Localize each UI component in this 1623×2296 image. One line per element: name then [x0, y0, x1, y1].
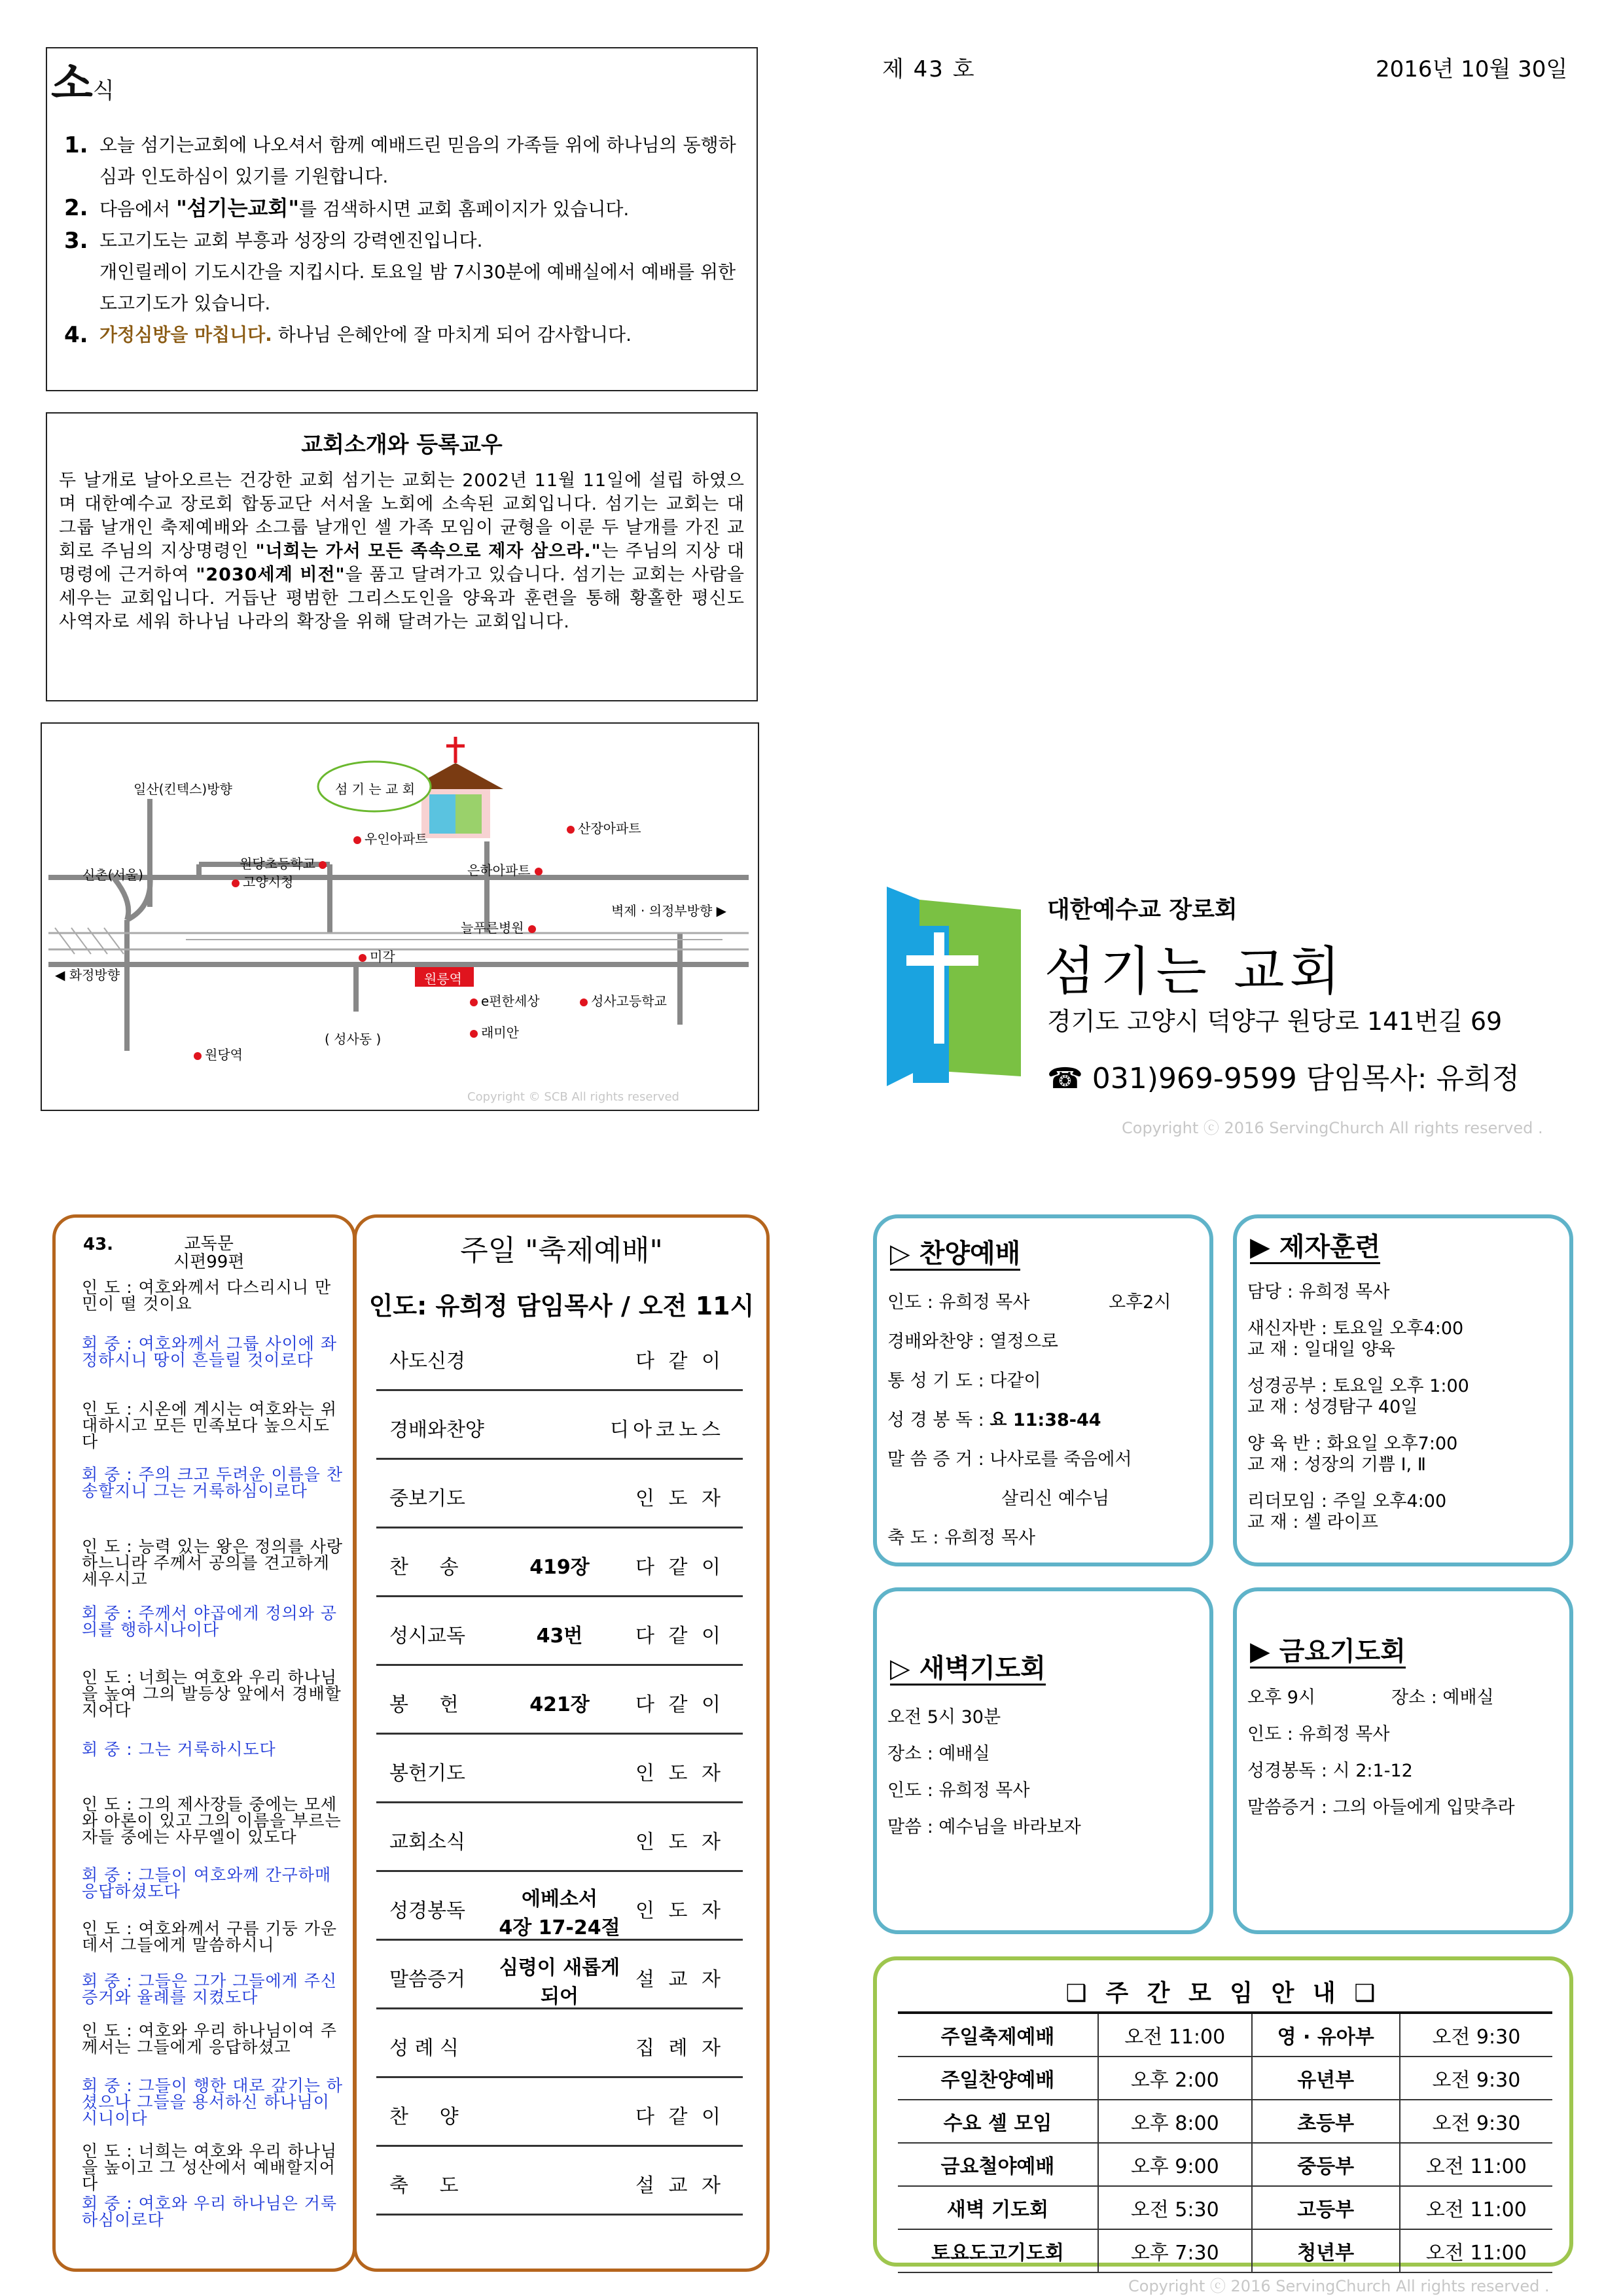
praise-line: 성 경 봉 독 : 요 11:38-44: [887, 1410, 1101, 1430]
discipleship-line: 교 재 : 일대일 양육: [1247, 1339, 1396, 1360]
schedule-meeting: 주일찬양예배: [898, 2057, 1098, 2100]
directions-map: [41, 722, 759, 1111]
intro-title: 교회소개와 등록교우: [301, 432, 503, 458]
worship-item: 봉 헌: [389, 1693, 459, 1716]
worship-item: 봉헌기도: [389, 1762, 465, 1785]
responsive-reading: [52, 1214, 356, 2272]
schedule-row: [898, 2057, 1552, 2100]
discipleship-title: ▶ 제자훈련: [1250, 1226, 1380, 1263]
worship-item: 중보기도: [389, 1487, 465, 1510]
schedule-time: 오후 7:30: [1098, 2229, 1252, 2272]
dawn-line: 인도 : 유희정 목사: [887, 1780, 1030, 1801]
schedule-row: [898, 2229, 1552, 2272]
schedule-time: 오전 9:30: [1400, 2057, 1552, 2100]
reading-number: 43.: [83, 1235, 114, 1254]
worship-detail: 심령이 새롭게 되어: [499, 1956, 620, 2008]
discipleship-line: 교 재 : 성경탐구 40일: [1247, 1397, 1418, 1417]
schedule-time: 오전 9:30: [1400, 2100, 1552, 2143]
leader-line: 인 도 : 그의 제사장들 중에는 모세와 아론이 있고 그의 이름을 부르는 자들 중에는 사무엘이 있도다: [82, 1795, 342, 1846]
friday-line: 성경봉독 : 시 2:1-12: [1247, 1761, 1413, 1781]
leader-line: 인 도 : 여호와께서 구름 기둥 가운데서 그들에게 말씀하시니: [82, 1919, 338, 1954]
schedule-meeting: 새벽 기도회: [898, 2186, 1098, 2229]
map-label: 늘푸른병원: [461, 917, 539, 936]
news-item: 1. 오늘 섬기는교회에 나오셔서 함께 예배드린 믿음의 가족들 위에 하나님의 동행하심과 인도하심이 있기를 기원합니다.: [64, 132, 736, 187]
map-station-label: 원릉역: [424, 971, 462, 987]
worship-leader-role: 다 같 이: [635, 2106, 724, 2128]
schedule-time: 오전 5:30: [1098, 2186, 1252, 2229]
praise-line: 축 도 : 유희정 목사: [887, 1528, 1036, 1548]
schedule-row: [898, 2013, 1552, 2057]
congregation-line: 회 중 : 그들이 여호와께 간구하매 응답하셨도다: [82, 1865, 332, 1901]
map-label: 고양시청: [232, 872, 293, 891]
church-name: 섬기는 교회: [1044, 941, 1346, 1002]
news-item: 4. 가정심방을 마칩니다. 하나님 은혜안에 잘 마치게 되어 감사합니다.: [64, 322, 632, 348]
dawn-title: ▷ 새벽기도회: [890, 1648, 1046, 1685]
map-label: 미각: [359, 946, 395, 965]
news-box: [46, 47, 758, 391]
worship-item: 찬 송: [389, 1556, 459, 1579]
church-address: 경기도 고양시 덕양구 원당로 141번길 69: [1047, 1007, 1503, 1036]
worship-leader-role: 다 같 이: [635, 1693, 724, 1716]
praise-worship-box: [873, 1214, 1213, 1566]
worship-order-row: [376, 1939, 743, 2009]
worship-item: 성 례 식: [389, 2037, 459, 2060]
worship-item: 성시교독: [389, 1625, 465, 1648]
discipleship-line: 교 재 : 셀 라이프: [1247, 1512, 1378, 1532]
schedule-time: 오전 9:30: [1400, 2013, 1552, 2057]
worship-order-row: [376, 1596, 743, 1666]
worship-order-row: [376, 2077, 743, 2147]
worship-detail: 에베소서 4장 17-24절: [499, 1888, 620, 1939]
dawn-line: 장소 : 예배실: [887, 1744, 990, 1764]
worship-leader-role: 다 같 이: [635, 1556, 724, 1579]
leader-line: 인 도 : 여호와께서 다스리시니 만민이 떨 것이요: [82, 1278, 332, 1313]
map-label: 일산(킨텍스)방향: [134, 781, 232, 797]
news-item: 3. 도고기도는 교회 부흥과 성장의 강력엔진입니다. 개인릴레이 기도시간을 지킵시다. 토요일 밤 7시30분에 예배실에서 예배를 위한 도고기도가 있습니다.: [64, 228, 736, 314]
worship-item: 성경봉독: [389, 1899, 465, 1922]
worship-order-row: [376, 2146, 743, 2216]
friday-line: 장소 : 예배실: [1391, 1687, 1494, 1708]
weekly-table: [898, 2011, 1552, 2273]
schedule-row: [898, 2186, 1552, 2229]
schedule-meeting: 수요 셀 모임: [898, 2100, 1098, 2143]
worship-detail: 421장: [529, 1693, 590, 1716]
leader-line: 인 도 : 너희는 여호와 우리 하나님을 높여 그의 발등상 앞에서 경배할지어다: [82, 1668, 342, 1720]
schedule-meeting: 초등부: [1252, 2100, 1400, 2143]
schedule-meeting: 고등부: [1252, 2186, 1400, 2229]
worship-order-row: [376, 2008, 743, 2078]
worship-item: 사도신경: [389, 1350, 465, 1373]
schedule-row: [898, 2143, 1552, 2186]
map-label: 원당초등학교: [240, 853, 330, 872]
leader-line: 인 도 : 시온에 계시는 여호와는 위대하시고 모든 민족보다 높으시도다: [82, 1400, 338, 1451]
map-label: 벽제 · 의정부방향 ▶: [611, 903, 727, 919]
issue-date: 2016년 10월 30일: [1376, 56, 1568, 82]
worship-order-row: [376, 1527, 743, 1597]
worship-order-row: [376, 1665, 743, 1735]
discipleship-line: 양 육 반 : 화요일 오후7:00: [1247, 1434, 1458, 1454]
worship-detail: 419장: [529, 1556, 590, 1579]
worship-leader-role: 인 도 자: [635, 1831, 724, 1854]
schedule-time: 오후 8:00: [1098, 2100, 1252, 2143]
map-label: 신촌(서울): [82, 867, 143, 883]
denomination: 대한예수교 장로회: [1047, 896, 1238, 923]
praise-line: 오후2시: [1109, 1292, 1171, 1313]
congregation-line: 회 중 : 그들은 그가 그들에게 주신 증거와 율례를 지켰도다: [82, 1971, 338, 2007]
discipleship-line: 성경공부 : 토요일 오후 1:00: [1247, 1376, 1469, 1396]
schedule-meeting: 주일축제예배: [898, 2013, 1098, 2057]
map-label: 우인아파트: [353, 828, 428, 847]
praise-line: 인도 : 유희정 목사: [887, 1292, 1030, 1313]
discipleship-line: 담당 : 유희정 목사: [1247, 1282, 1390, 1302]
praise-line: 말 씀 증 거 : 나사로를 죽음에서: [887, 1449, 1132, 1470]
weekly-title: ❑ 주 간 모 임 안 내 ❑: [1065, 1980, 1381, 2007]
worship-order-row: [376, 1733, 743, 1803]
congregation-line: 회 중 : 주의 크고 두려운 이름을 찬송할지니 그는 거룩하심이로다: [82, 1465, 344, 1500]
church-logo: [887, 887, 1024, 1089]
worship-order-row: [376, 1802, 743, 1872]
worship-leader: 인도: 유희정 담임목사 / 오전 11시: [368, 1292, 755, 1320]
copyright-top: Copyright ⓒ 2016 ServingChurch All rights reserved .: [1122, 1119, 1543, 1137]
congregation-line: 회 중 : 주께서 야곱에게 정의와 공의를 행하시나이다: [82, 1604, 338, 1639]
worship-item: 경배와찬양: [389, 1419, 484, 1441]
leader-line: 인 도 : 능력 있는 왕은 정의를 사랑하느니라 주께서 공의를 견고하게 세우시고: [82, 1537, 344, 1589]
news-item: 2. 다음에서 "섬기는교회"를 검색하시면 교회 홈페이지가 있습니다.: [64, 195, 630, 221]
map-label: 산장아파트: [567, 818, 641, 837]
church-intro-box: [46, 412, 758, 701]
leader-line: 인 도 : 여호와 우리 하나님이여 주께서는 그들에게 응답하셨고: [82, 2021, 338, 2057]
worship-leader-role: 인 도 자: [635, 1899, 724, 1922]
schedule-meeting: 중등부: [1252, 2143, 1400, 2186]
worship-leader-role: 디아코노스: [610, 1419, 724, 1441]
reading-title: 교독문 시편99편: [173, 1234, 245, 1272]
worship-item: 교회소식: [389, 1831, 465, 1854]
copyright-bottom: Copyright ⓒ 2016 ServingChurch All rights reserved .: [1128, 2277, 1550, 2295]
worship-detail: 43번: [536, 1625, 583, 1648]
congregation-line: 회 중 : 그들이 행한 대로 갚기는 하셨으나 그들을 용서하신 하나님이시니이다: [82, 2076, 344, 2128]
map-label: 원당역: [194, 1044, 243, 1063]
schedule-meeting: 청년부: [1252, 2229, 1400, 2272]
schedule-meeting: 토요도고기도회: [898, 2229, 1098, 2272]
congregation-line: 회 중 : 여호와께서 그룹 사이에 좌정하시니 땅이 흔들릴 것이로다: [82, 1334, 338, 1369]
map-label: 성사고등학교: [580, 991, 667, 1010]
worship-item: 말씀증거: [389, 1968, 465, 1991]
issue-number: 제 43 호: [882, 56, 976, 82]
praise-line: 경배와찬양 : 열정으로: [887, 1332, 1058, 1352]
worship-order-row: [376, 1321, 743, 1391]
leader-line: 인 도 : 너희는 여호와 우리 하나님을 높이고 그 성산에서 예배할지어다: [82, 2142, 338, 2193]
dawn-prayer-box: [873, 1587, 1213, 1934]
worship-leader-role: 다 같 이: [635, 1350, 724, 1373]
worship-leader-role: 인 도 자: [635, 1487, 724, 1510]
discipleship-box: [1233, 1214, 1573, 1566]
worship-item: 축 도: [389, 2174, 459, 2197]
map-label: 래미안: [470, 1022, 519, 1041]
map-copyright: Copyright © SCB All rights reserved: [467, 1090, 679, 1104]
weekly-schedule: [873, 1956, 1573, 2267]
worship-leader-role: 다 같 이: [635, 1625, 724, 1648]
praise-line: 통 성 기 도 : 다같이: [887, 1371, 1041, 1391]
friday-line: 인도 : 유희정 목사: [1247, 1724, 1390, 1744]
news-heading: 소식: [51, 58, 115, 109]
intro-text: 두 날개로 날아오르는 건강한 교회 섬기는 교회는 2002년 11월 11일에 설립 하였으며 대한예수교 장로회 합동교단 서서울 노회에 소속된 교회입니다. 섬기는 교회는 대그룹 날개인 축제예배와 소그룹 날개인 셀 가족 모임이 균형을 이룬 두 날개를 가진 교회로 주님의 지상명령인 "너희는 가서 모든 족속으로 제자 삼으라."는 주님의 지상 대 명령에 근거하여 "2030세계 비전"을 품고 달려가고 있습니다. 섬기는 교회는 사람을 세우는 교회입니다. 거듭난 평범한 그리스도인을 양육과 훈련을 통해 황홀한 평신도 사역자로 세워 하나님 나라의 확장을 위해 달려가는 교회입니다.: [59, 470, 745, 632]
worship-title: 주일 "축제예배": [460, 1234, 663, 1267]
worship-leader-role: 집 례 자: [635, 2037, 724, 2060]
worship-order-row: [376, 1458, 743, 1528]
friday-line: 오후 9시: [1247, 1687, 1316, 1708]
friday-title: ▶ 금요기도회: [1250, 1631, 1406, 1668]
schedule-time: 오전 11:00: [1098, 2013, 1252, 2057]
praise-line: 살리신 예수님: [1001, 1489, 1110, 1509]
worship-leader-role: 설 교 자: [635, 2174, 724, 2197]
worship-leader-role: 설 교 자: [635, 1968, 724, 1991]
schedule-meeting: 영 · 유아부: [1252, 2013, 1400, 2057]
church-phone: ☎ 031)969-9599 담임목사: 유희정: [1047, 1062, 1520, 1095]
map-church-bubble: 섬 기 는 교 회: [335, 781, 416, 797]
schedule-time: 오후 2:00: [1098, 2057, 1252, 2100]
dawn-line: 오전 5시 30분: [887, 1707, 1001, 1727]
map-label: 은하아파트: [467, 860, 546, 879]
news-list: [54, 130, 747, 351]
schedule-time: 오전 11:00: [1400, 2229, 1552, 2272]
worship-order-row: [376, 1390, 743, 1460]
map-label: ( 성사동 ): [325, 1031, 382, 1047]
schedule-row: [898, 2100, 1552, 2143]
congregation-line: 회 중 : 여호와 우리 하나님은 거룩하심이로다: [82, 2194, 338, 2229]
map-label: ◀ 화정방향: [55, 967, 120, 983]
order-of-worship: [353, 1214, 770, 2272]
discipleship-line: 교 재 : 성장의 기쁨 Ⅰ, Ⅱ: [1247, 1455, 1426, 1475]
map-label: e편한세상: [470, 991, 540, 1010]
schedule-meeting: 유년부: [1252, 2057, 1400, 2100]
discipleship-line: 리더모임 : 주일 오후4:00: [1247, 1491, 1447, 1511]
schedule-time: 오전 11:00: [1400, 2143, 1552, 2186]
praise-title: ▷ 찬양예배: [890, 1233, 1020, 1270]
worship-item: 찬 양: [389, 2106, 459, 2128]
dawn-line: 말씀 : 예수님을 바라보자: [887, 1817, 1081, 1837]
worship-leader-role: 인 도 자: [635, 1762, 724, 1785]
schedule-time: 오후 9:00: [1098, 2143, 1252, 2186]
friday-prayer-box: [1233, 1587, 1573, 1934]
schedule-time: 오전 11:00: [1400, 2186, 1552, 2229]
friday-line: 말씀증거 : 그의 아들에게 입맞추라: [1247, 1797, 1515, 1818]
schedule-meeting: 금요철야예배: [898, 2143, 1098, 2186]
congregation-line: 회 중 : 그는 거룩하시도다: [82, 1740, 276, 1759]
worship-order-row: [376, 1871, 743, 1941]
discipleship-line: 새신자반 : 토요일 오후4:00: [1247, 1318, 1464, 1339]
